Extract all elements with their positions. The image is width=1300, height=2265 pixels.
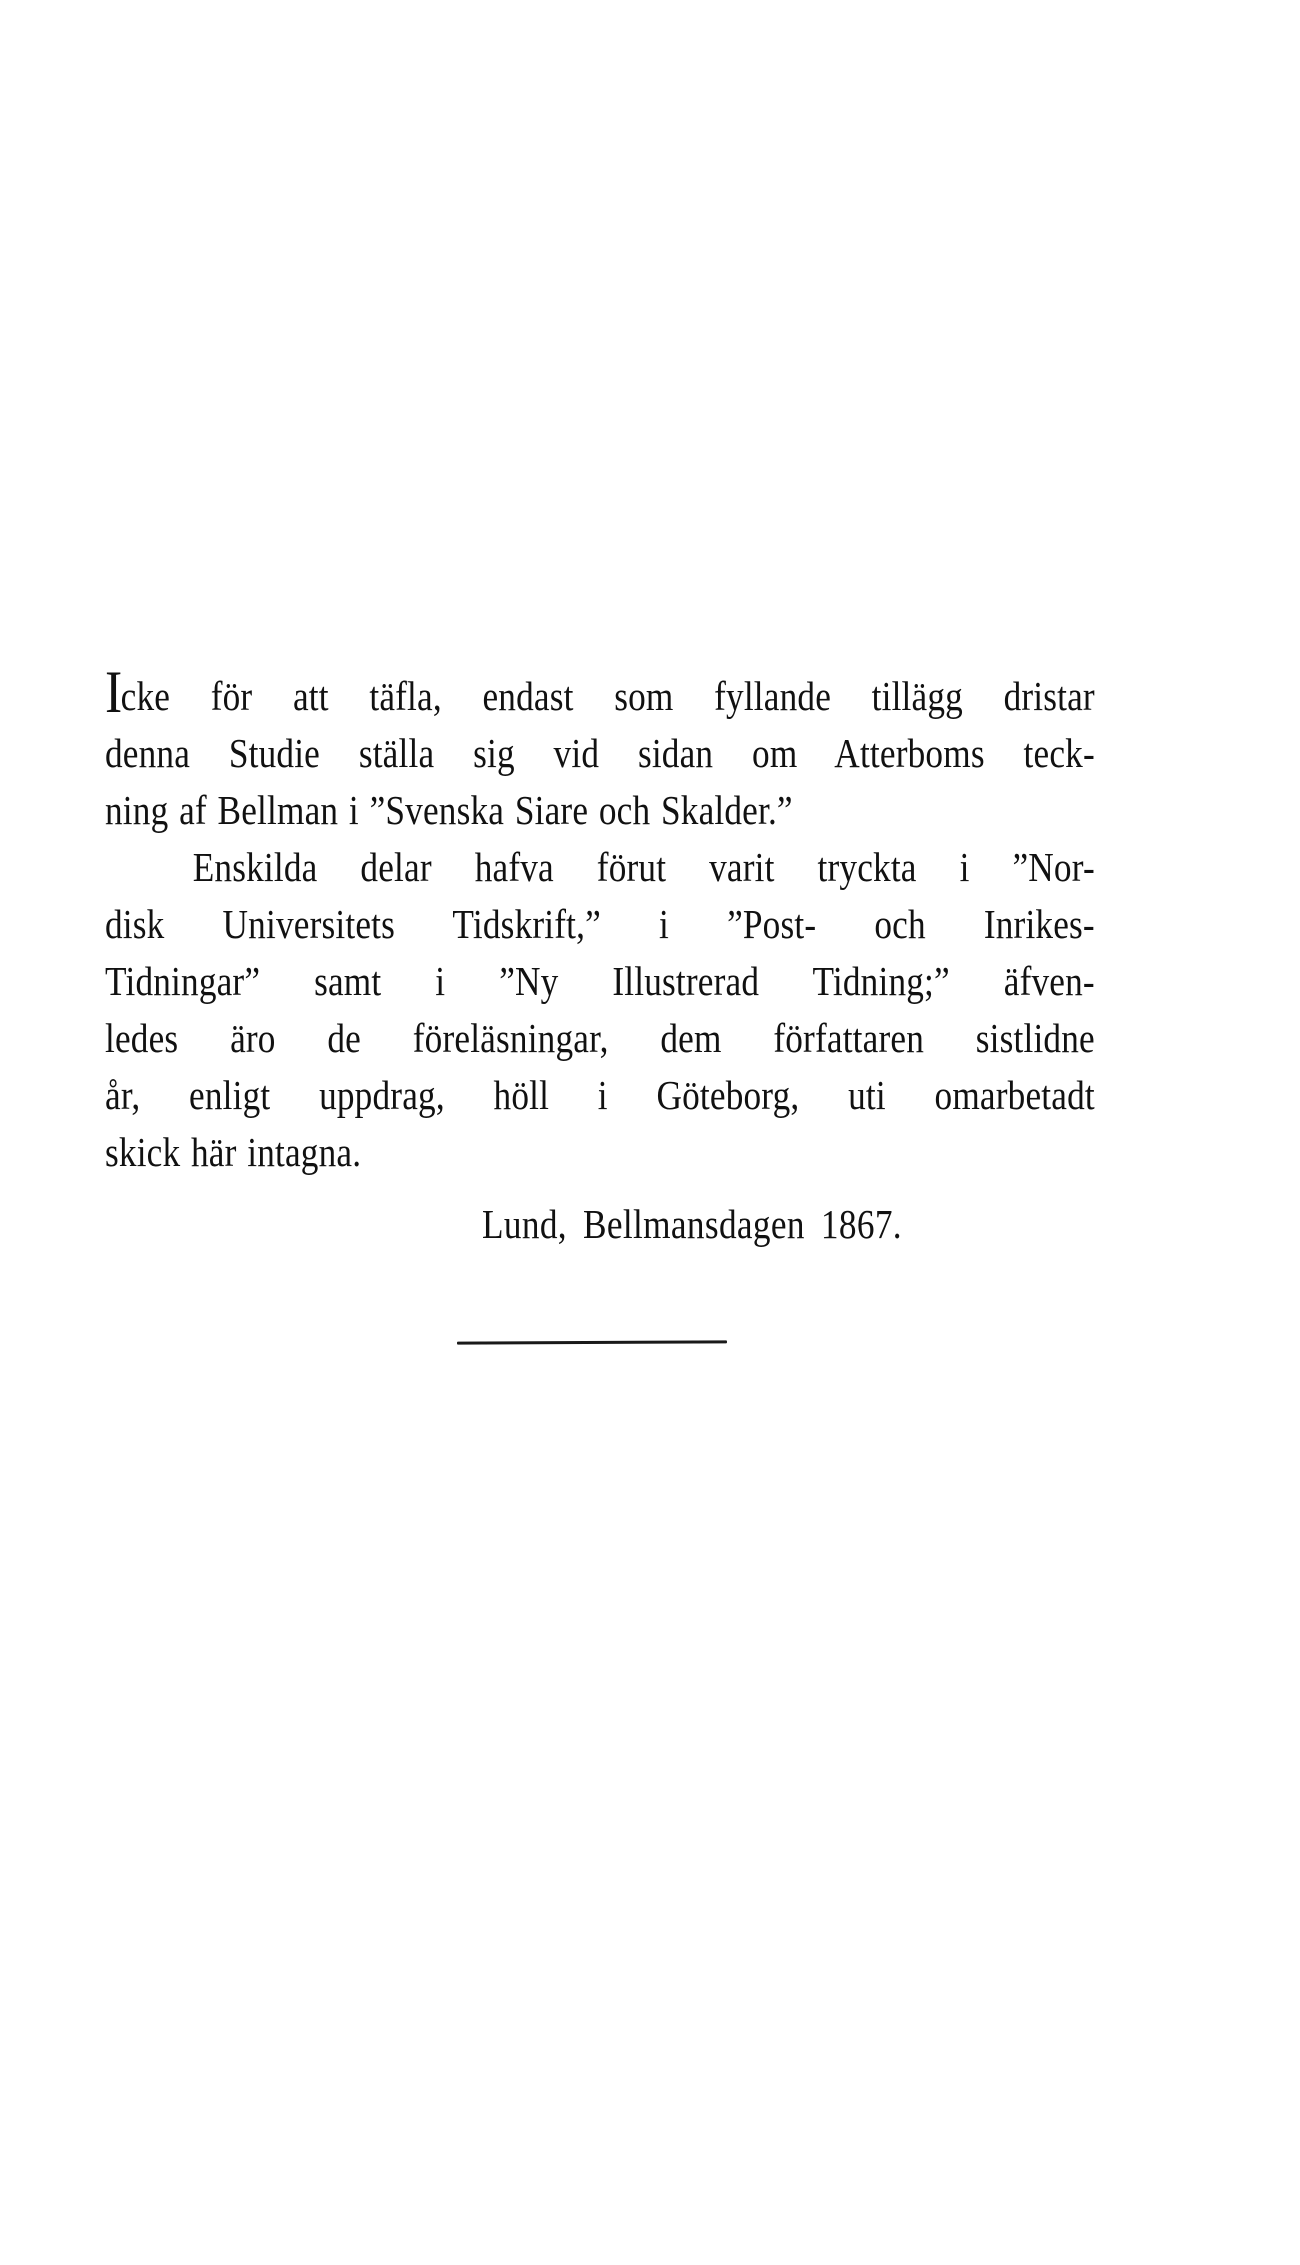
signature-place-date: Lund, Bellmansdagen 1867.	[482, 1201, 902, 1247]
closing-rule-divider	[457, 1340, 727, 1344]
paragraph-2	[105, 839, 1095, 1181]
text-line: år, enligt uppdrag, höll i Göteborg, uti omarbetadt	[105, 1072, 1095, 1118]
text-line: disk Universitets Tidskrift,” i ”Post- och Inrikes-	[105, 901, 1095, 947]
text-line: ning af Bellman i ”Svenska Siare och Skalder.”	[105, 787, 793, 833]
text-line: Tidningar” samt i ”Ny Illustrerad Tidning;” äfven-	[105, 958, 1095, 1004]
text-line: skick här intagna.	[105, 1129, 362, 1175]
text-line: ledes äro de föreläsningar, dem författaren sistlidne	[105, 1015, 1095, 1061]
text-line: Icke för att täfla, endast som fyllande tillägg dristar	[105, 659, 1095, 725]
preface-text	[105, 659, 1095, 1181]
paragraph-1	[105, 659, 1095, 839]
text-line: Enskilda delar hafva förut varit tryckta i ”Nor-	[192, 844, 1095, 890]
drop-cap-letter: I	[105, 659, 123, 725]
text-line: denna Studie ställa sig vid sidan om Atterboms teck-	[105, 730, 1095, 776]
